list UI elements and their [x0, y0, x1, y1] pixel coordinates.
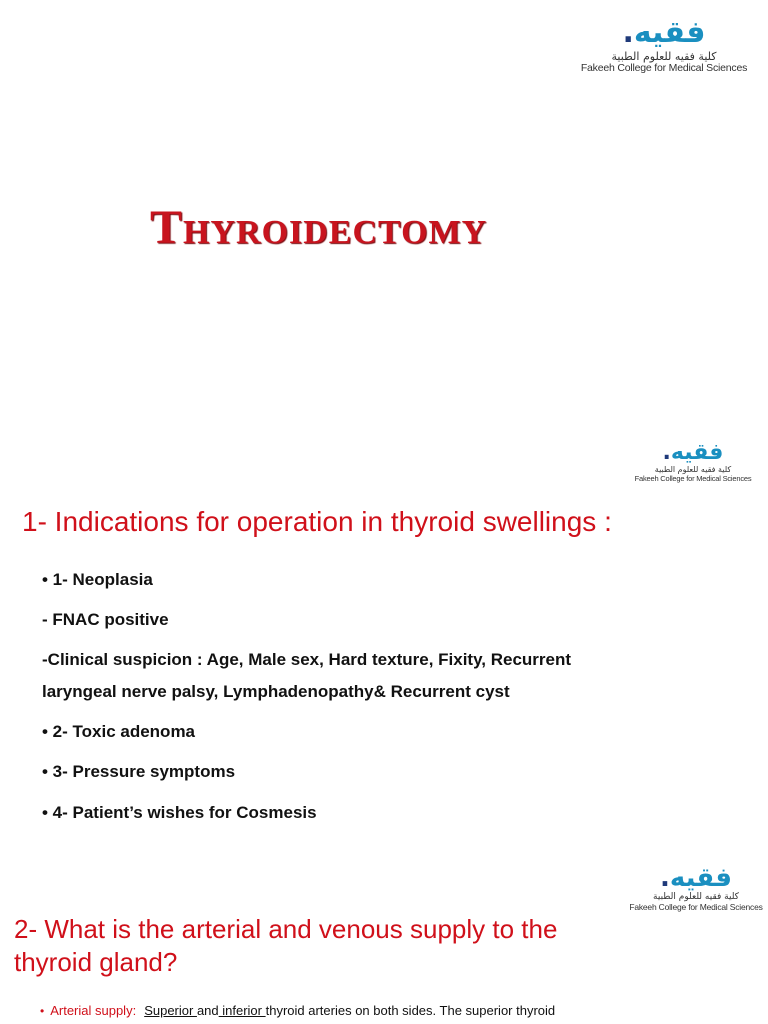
logo-arabic-subtitle: كلية فقيه للعلوم الطبية	[653, 892, 739, 902]
college-logo	[632, 442, 754, 483]
list-item: - FNAC positive	[42, 610, 169, 629]
arterial-supply-label: Arterial supply:	[50, 1003, 137, 1018]
slide-indications	[0, 430, 768, 855]
list-item: • 3- Pressure symptoms	[42, 762, 236, 781]
bullet-marker: •	[40, 1004, 45, 1018]
connector-text: and	[196, 1003, 219, 1018]
list-item: -Clinical suspicion : Age, Male sex, Hard texture, Fixity, Recurrent	[42, 650, 572, 669]
supply-description: thyroid arteries on both sides. The superior thyroid	[265, 1003, 556, 1018]
list-item: • 1- Neoplasia	[42, 570, 153, 589]
slide-heading: 1- Indications for operation in thyroid swellings :	[22, 506, 612, 537]
logo-english-subtitle: Fakeeh College for Medical Sciences	[580, 62, 748, 75]
superior-term: Superior	[144, 1003, 197, 1018]
slide-title	[0, 0, 768, 430]
logo-arabic-mark: فقيه.	[662, 440, 724, 465]
list-item: laryngeal nerve palsy, Lymphadenopathy& Recurrent cyst	[42, 682, 510, 701]
page-title: Thyroidectomy	[150, 201, 488, 254]
college-logo	[578, 15, 750, 75]
slide-heading: 2- What is the arterial and venous supply to the thyroid gland?	[14, 914, 558, 977]
logo-arabic-mark: فقيه.	[622, 15, 706, 50]
arterial-supply-item	[40, 1003, 555, 1018]
slide-blood-supply	[0, 855, 768, 1024]
college-logo	[624, 865, 768, 912]
logo-arabic-mark: فقيه.	[659, 863, 732, 893]
logo-arabic-subtitle: كلية فقيه للعلوم الطبية	[654, 465, 732, 474]
list-item: • 2- Toxic adenoma	[42, 722, 196, 741]
list-item: • 4- Patient’s wishes for Cosmesis	[42, 803, 317, 822]
logo-arabic-subtitle: كلية فقيه للعلوم الطبية	[611, 50, 717, 63]
inferior-term: inferior	[218, 1003, 266, 1018]
logo-english-subtitle: Fakeeh College for Medical Sciences	[634, 473, 752, 483]
logo-english-subtitle: Fakeeh College for Medical Sciences	[629, 901, 763, 912]
